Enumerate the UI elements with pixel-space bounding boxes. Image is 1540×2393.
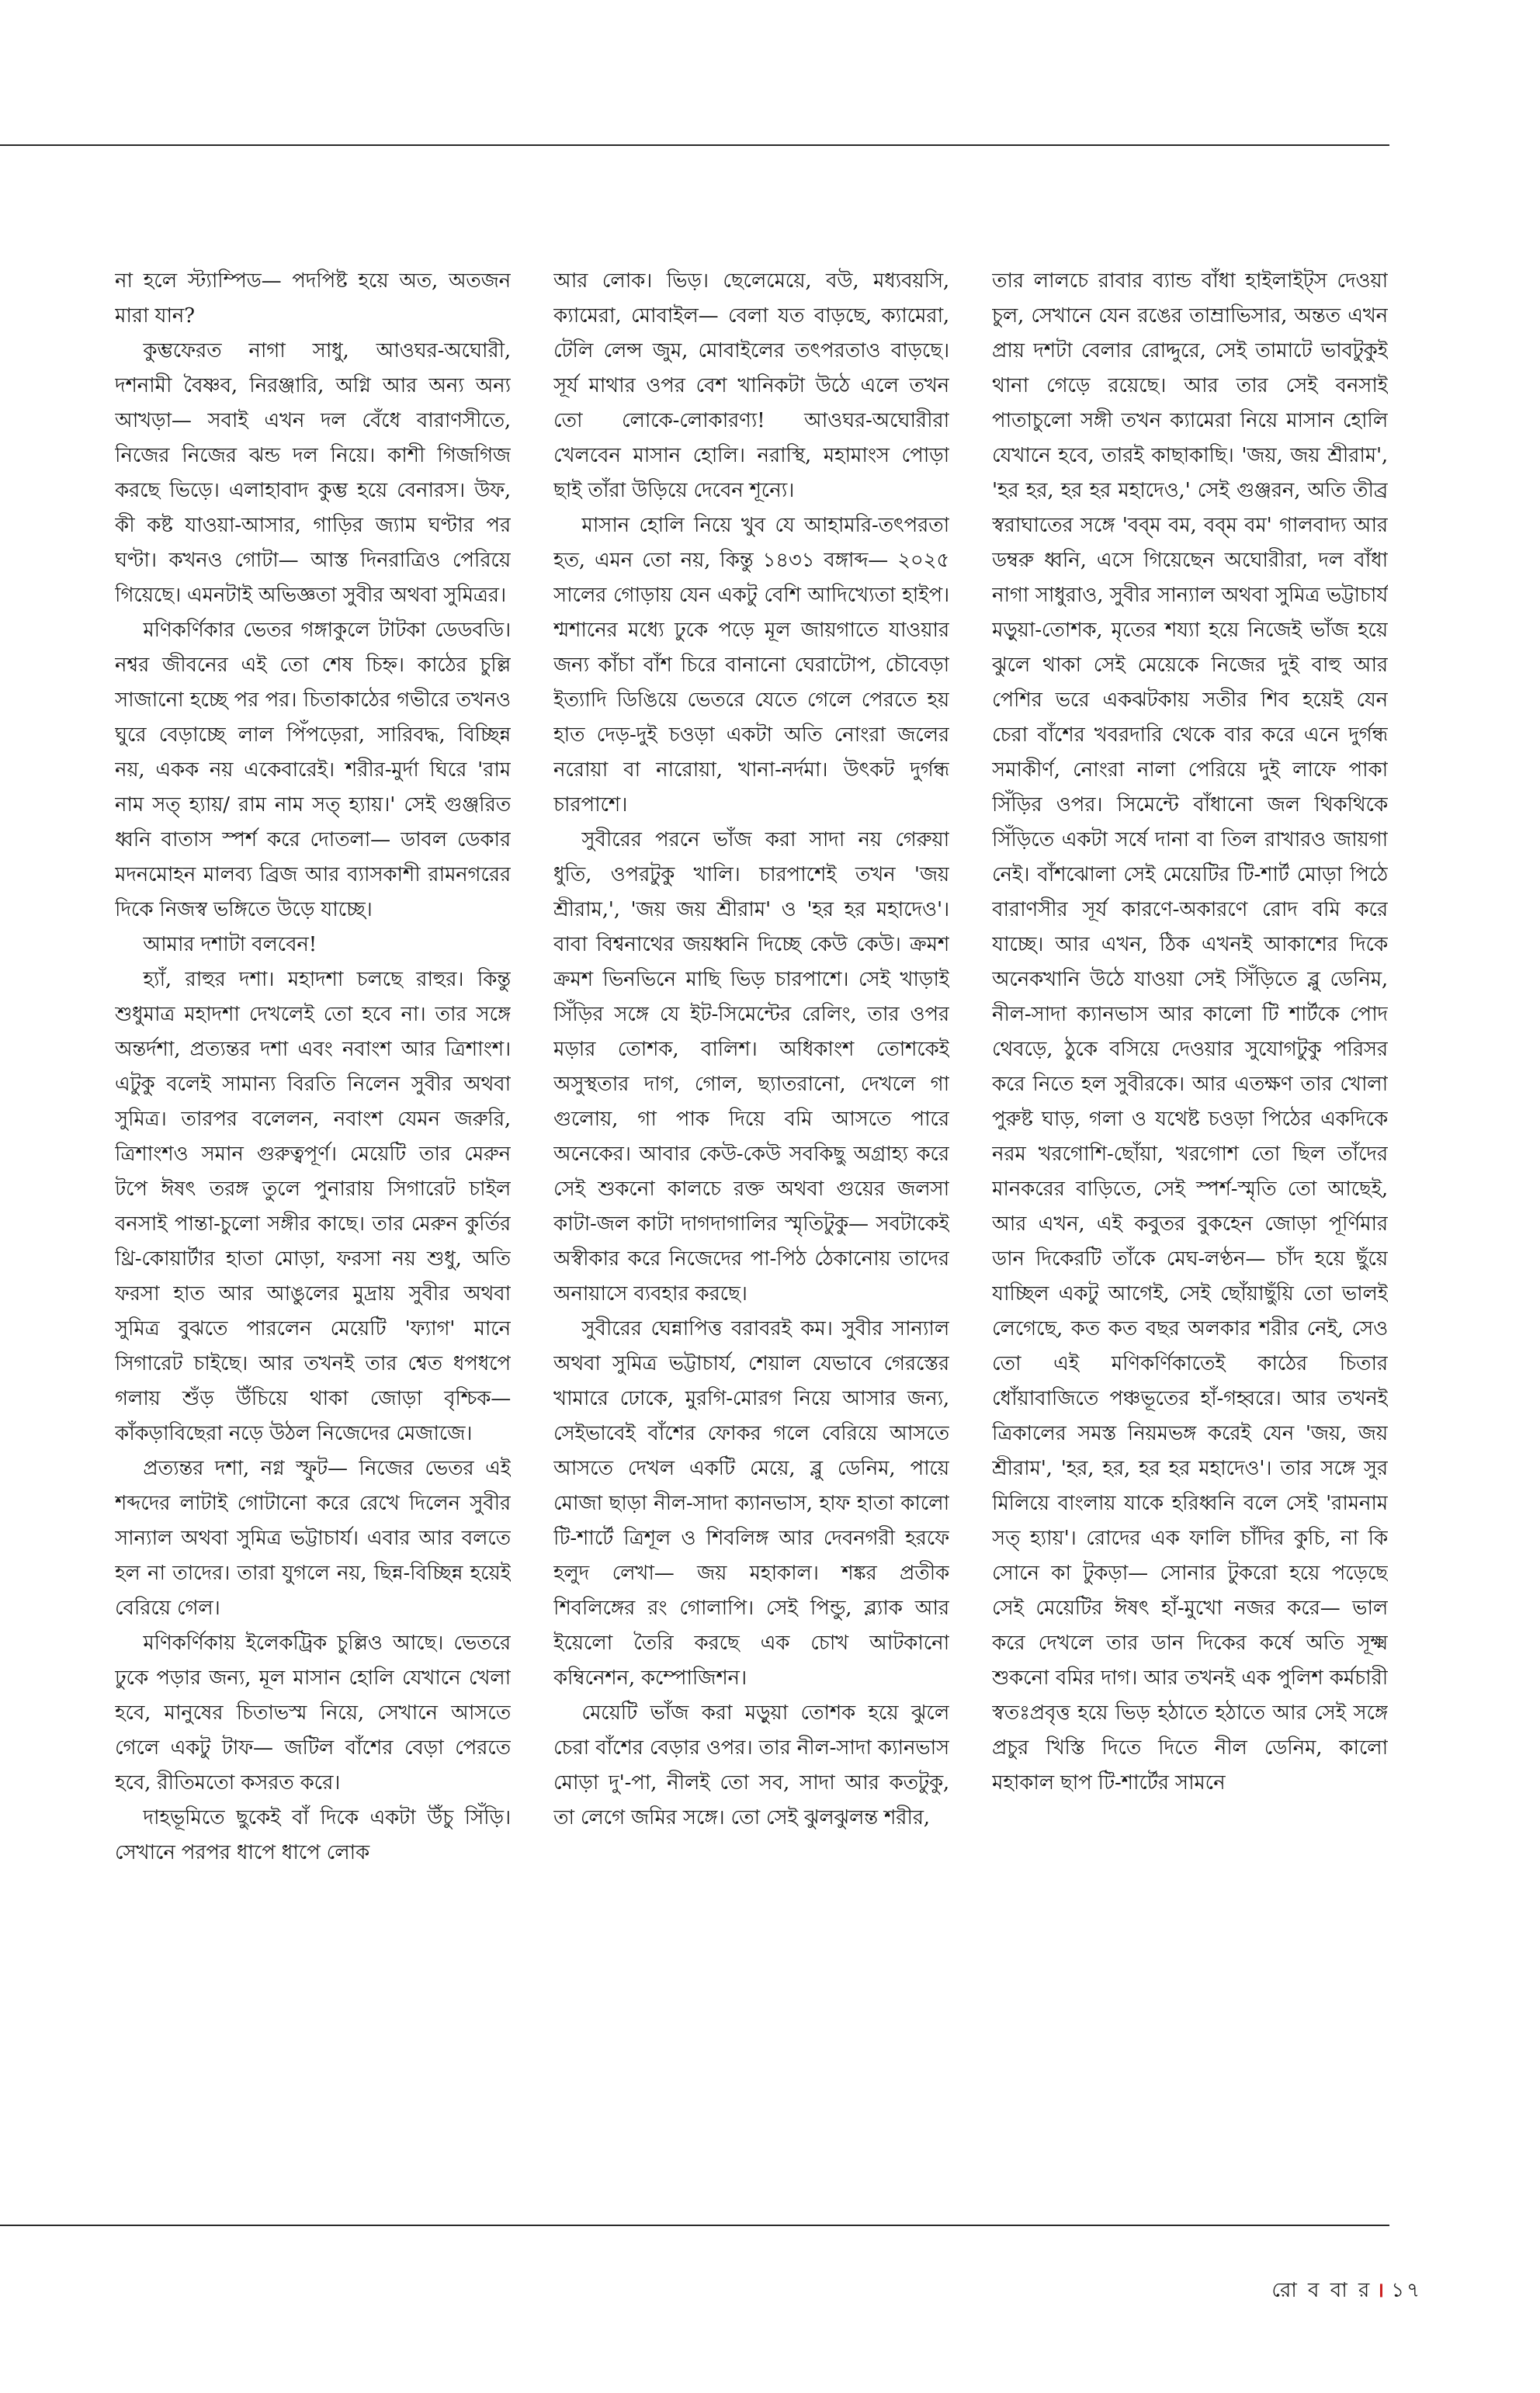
page-footer (1271, 2274, 1422, 2308)
magazine-name: রো ব বা র (1271, 2279, 1372, 2302)
page-number: ১৭ (1391, 2279, 1422, 2302)
footer-separator: । (1376, 2279, 1387, 2302)
paragraph: কুম্ভফেরত নাগা সাধু, আওঘর-অঘোরী, দশনামী বৈষ্ণব, নিরঞ্জারি, অগ্নি আর অন্য অন্য আখড়া— সবাই এখন দল বেঁধে বারাণসীতে, নিজের নিজের ঝন্ড দল নিয়ে। কাশী গিজগিজ করছে ভিড়ে। এলাহাবাদ কুম্ভ হয়ে বেনারস। উফ, কী কষ্ট যাওয়া-আসার, গাড়ির জ্যাম ঘণ্টার পর ঘণ্টা। কখনও গোটা— আস্ত দিনরাত্রিও পেরিয়ে গিয়েছে। এমনটাই অভিজ্ঞতা সুবীর অথবা সুমিত্রর। (115, 339, 511, 607)
paragraph: আমার দশাটা বলবেন! (143, 933, 317, 956)
column-1 (115, 264, 511, 2204)
paragraph: হ্যাঁ, রাহুর দশা। মহাদশা চলছে রাহুর। কিন্তু শুধুমাত্র মহাদশা দেখলেই তো হবে না। তার সঙ্গে অন্তর্দশা, প্রত্যন্তর দশা এবং নবাংশ আর ত্রিশাংশ। এটুকু বলেই সামান্য বিরতি নিলেন সুবীর অথবা সুমিত্র। তারপর বলেলন, নবাংশ যেমন জরুরি, ত্রিশাংশও সমান গুরুত্বপূর্ণ। মেয়েটি তার মেরুন টপে ঈষৎ তরঙ্গ তুলে পুনারায় সিগারেট চাইল বনসাই পান্তা-চুলো সঙ্গীর কাছে। তার মেরুন কুর্তির থ্রি-কোয়ার্টার হাতা মোড়া, ফরসা নয় শুধু, অতি ফরসা হাত আর আঙুলের মুদ্রায় সুবীর অথবা সুমিত্র বুঝতে পারলেন মেয়েটি 'ফ্যাগ' মানে সিগারেট চাইছে। আর তখনই তার শ্বেত ধপধপে গলায় শুঁড় উঁচিয়ে থাকা জোড়া বৃশ্চিক— কাঁকড়াবিছেরা নড়ে উঠল নিজেদের মেজাজে। (115, 968, 511, 1445)
paragraph: তার লালচে রাবার ব্যান্ড বাঁধা হাইলাইট্স দেওয়া চুল, সেখানে যেন রঙের তাম্রাভিসার, অন্তত এখন প্রায় দশটা বেলার রোদ্দুরে, সেই তামাটে ভাবটুকুই থানা গেড়ে রয়েছে। আর তার সেই বনসাই পাতাচুলো সঙ্গী তখন ক্যামেরা নিয়ে মাসান হোলি যেখানে হবে, তারই কাছাকাছি। 'জয়, জয় শ্রীরাম', 'হর হর, হর হর মহাদেও,' সেই গুঞ্জরন, অতি তীব্র স্বরাঘাতের সঙ্গে 'বব্‌ম বম, বব্‌ম বম' গালবাদ্য আর ডম্বরু ধ্বনি, এসে গিয়েছেন অঘোরীরা, দল বাঁধা নাগা সাধুরাও, সুবীর সান্যাল অথবা সুমিত্র ভট্টাচার্য মড়ুয়া-তোশক, মৃতের শয্যা হয়ে নিজেই ভাঁজ হয়ে ঝুলে থাকা সেই মেয়েকে নিজের দুই বাহু আর পেশির ভরে একঝটকায় সতীর শিব হয়েই যেন চেরা বাঁশের খবরদারি থেকে বার করে এনে দুর্গন্ধ সমাকীর্ণ, নোংরা নালা পেরিয়ে দুই লাফে পাকা সিঁড়ির ওপর। সিমেন্টে বাঁধানো জল থিকথিকে সিঁড়িতে একটা সর্ষে দানা বা তিল রাখারও জায়গা নেই। বাঁশঝোলা সেই মেয়েটির টি-শার্ট মোড়া পিঠে বারাণসীর সূর্য কারণে-অকারণে রোদ বমি করে যাচ্ছে। আর এখন, ঠিক এখনই আকাশের দিকে অনেকখানি উঠে যাওয়া সেই সিঁড়িতে ব্লু ডেনিম, নীল-সাদা ক্যানভাস আর কালো টি শার্টকে পোদ থেবড়ে, ঠুকে বসিয়ে দেওয়ার সুযোগটুকু পরিসর করে নিতে হল সুবীরকে। আর এতক্ষণ তার খোলা পুরুষ্ট ঘাড়, গলা ও যথেষ্ট চওড়া পিঠের একদিকে নরম খরগোশি-ছোঁয়া, খরগোশ তো ছিল তাঁদের মানকরের বাড়িতে, সেই স্পর্শ-স্মৃতি তো আছেই, আর এখন, এই কবুতর বুকহেন জোড়া পূর্ণিমার ডান দিকেরটি তাঁকে মেঘ-লণ্ঠন— চাঁদ হয়ে ছুঁয়ে যাচ্ছিল একটু আগেই, সেই ছোঁয়াছুঁয়ি তো ভালই লেগেছে, কত কত বছর অলকার শরীর নেই, সেও তো এই মণিকর্ণিকাতেই কাঠের চিতার ধোঁয়াবাজিতে পঞ্চভূতের হাঁ-গহ্বরে। আর তখনই ত্রিকালের সমস্ত নিয়মভঙ্গ করেই যেন 'জয়, জয় শ্রীরাম', 'হর, হর, হর হর মহাদেও'। তার সঙ্গে সুর মিলিয়ে বাংলায় যাকে হরিধ্বনি বলে সেই 'রামনাম সত্ হ্যায়'। রোদের এক ফালি চাঁদির কুচি, না কি সোনে কা টুকড়া— সোনার টুকরো হয়ে পড়েছে সেই মেয়েটির ঈষৎ হাঁ-মুখো নজর করে— ভাল করে দেখলে তার ডান দিকের কর্ষে অতি সূক্ষ্ম শুকনো বমির দাগ। আর তখনই এক পুলিশ কর্মচারী স্বতঃপ্রবৃত্ত হয়ে ভিড় হঠাতে হঠাতে আর সেই সঙ্গে প্রচুর খিস্তি দিতে দিতে নীল ডেনিম, কালো মহাকাল ছাপ টি-শার্টের সামনে (992, 269, 1388, 1795)
paragraph: মণিকর্ণিকায় ইলেকট্রিক চুল্লিও আছে। ভেতরে ঢুকে পড়ার জন্য, মূল মাসান হোলি যেখানে খেলা হবে, মানুষের চিতাভস্ম নিয়ে, সেখানে আসতে গেলে একটু টাফ— জটিল বাঁশের বেড়া পেরতে হবে, রীতিমতো কসরত করে। (115, 1632, 511, 1795)
bottom-rule (0, 2225, 1389, 2226)
top-rule (0, 144, 1389, 146)
paragraph: সুবীরের ঘেন্নাপিত্ত বরাবরই কম। সুবীর সান্যাল অথবা সুমিত্র ভট্টাচার্য, শেয়াল যেভাবে গেরস্তের খামারে ঢোকে, মুরগি-মোরগ নিয়ে আসার জন্য, সেইভাবেই বাঁশের ফোকর গলে বেরিয়ে আসতে আসতে দেখল একটি মেয়ে, ব্লু ডেনিম, পায়ে মোজা ছাড়া নীল-সাদা ক্যানভাস, হাফ হাতা কালো টি-শার্টে ত্রিশূল ও শিবলিঙ্গ আর দেবনগরী হরফে হলুদ লেখা— জয় মহাকাল। শঙ্কর প্রতীক শিবলিঙ্গের রং গোলাপি। সেই পিন্ডু, ব্ল্যাক আর ইয়েলো তৈরি করছে এক চোখ আটকানো কম্বিনেশন, কম্পোজিশন। (553, 1317, 949, 1690)
paragraph: মাসান হোলি নিয়ে খুব যে আহামরি-তৎপরতা হত, এমন তো নয়, কিন্তু ১৪৩১ বঙ্গাব্দ— ২০২৫ সালের গোড়ায় যেন একটু বেশি আদিখ্যেতা হাইপ। শ্মশানের মধ্যে ঢুকে পড়ে মূল জায়গাতে যাওয়ার জন্য কাঁচা বাঁশ চিরে বানানো ঘেরাটোপ, চৌবেড়া ইত্যাদি ডিঙিয়ে ভেতরে যেতে গেলে পেরতে হয় হাত দেড়-দুই চওড়া একটা অতি নোংরা জলের নরোয়া বা নারোয়া, খানা-নর্দমা। উৎকট দুর্গন্ধ চারপাশে। (553, 514, 949, 817)
paragraph: প্রত্যন্তর দশা, নগ্ন স্ফুট— নিজের ভেতর এই শব্দদের লাটাই গোটানো করে রেখে দিলেন সুবীর সান্যাল অথবা সুমিত্র ভট্টাচার্য। এবার আর বলতে হল না তাদের। তারা যুগলে নয়, ছিন্ন-বিচ্ছিন্ন হয়েই বেরিয়ে গেল। (115, 1457, 511, 1620)
column-3 (992, 264, 1388, 2204)
column-2 (553, 264, 949, 2204)
paragraph: মণিকর্ণিকার ভেতর গঙ্গাকুলে টাটকা ডেডবডি। নশ্বর জীবনের এই তো শেষ চিহ্ন। কাঠের চুল্লি সাজানো হচ্ছে পর পর। চিতাকাঠের গভীরে তখনও ঘুরে বেড়াচ্ছে লাল পিঁপড়েরা, সারিবদ্ধ, বিচ্ছিন্ন নয়, একক নয় একেবারেই। শরীর-মুর্দা ঘিরে 'রাম নাম সত্ হ্যায়/ রাম নাম সত্ হ্যায়।' সেই গুঞ্জরিত ধ্বনি বাতাস স্পর্শ করে দোতলা— ডাবল ডেকার মদনমোহন মালব্য ব্রিজ আর ব্যাসকাশী রামনগরের দিকে নিজস্ব ভঙ্গিতে উড়ে যাচ্ছে। (115, 619, 511, 921)
paragraph: মেয়েটি ভাঁজ করা মড়ুয়া তোশক হয়ে ঝুলে চেরা বাঁশের বেড়ার ওপর। তার নীল-সাদা ক্যানভাস মোড়া দু'-পা, নীলই তো সব, সাদা আর কতটুকু, তা লেগে জমির সঙ্গে। তো সেই ঝুলঝুলন্ত শরীর, (553, 1701, 949, 1829)
paragraph: দাহভূমিতে ছুকেই বাঁ দিকে একটা উঁচু সিঁড়ি। সেখানে পরপর ধাপে ধাপে লোক (115, 1806, 511, 1864)
paragraph: সুবীরের পরনে ভাঁজ করা সাদা নয় গেরুয়া ধুতি, ওপরটুকু খালি। চারপাশেই তখন 'জয় শ্রীরাম,', 'জয় জয় শ্রীরাম' ও 'হর হর মহাদেও'। বাবা বিশ্বনাথের জয়ধ্বনি দিচ্ছে কেউ কেউ। ক্রমশ ক্রমশ ভিনভিনে মাছি ভিড় চারপাশে। সেই খাড়াই সিঁড়ির সঙ্গে যে ইট-সিমেন্টের রেলিং, তার ওপর মড়ার তোশক, বালিশ। অধিকাংশ তোশকেই অসুস্থতার দাগ, গোল, ছ্যাতরানো, দেখলে গা গুলোয়, গা পাক দিয়ে বমি আসতে পারে অনেকের। আবার কেউ-কেউ সবকিছু অগ্রাহ্য করে সেই শুকনো কালচে রক্ত অথবা গুয়ের জলসা কাটা-জল কাটা দাগদাগালির স্মৃতিটুকু— সবটাকেই অস্বীকার করে নিজেদের পা-পিঠ ঠেকানোয় তাদের অনায়াসে ব্যবহার করছে। (553, 828, 949, 1306)
paragraph: আর লোক। ভিড়। ছেলেমেয়ে, বউ, মধ্যবয়সি, ক্যামেরা, মোবাইল— বেলা যত বাড়ছে, ক্যামেরা, টেলি লেন্স জুম, মোবাইলের তৎপরতাও বাড়ছে। সূর্য মাথার ওপর বেশ খানিকটা উঠে এলে তখন তো লোকে-লোকারণ্য! আওঘর-অঘোরীরা খেলবেন মাসান হোলি। নরাস্থি, মহামাংস পোড়া ছাই তাঁরা উড়িয়ে দেবেন শূন্যে। (553, 269, 949, 502)
article-body (115, 264, 1388, 2204)
paragraph: না হলে স্ট্যাম্পিড— পদপিষ্ট হয়ে অত, অতজন মারা যান? (115, 269, 511, 328)
